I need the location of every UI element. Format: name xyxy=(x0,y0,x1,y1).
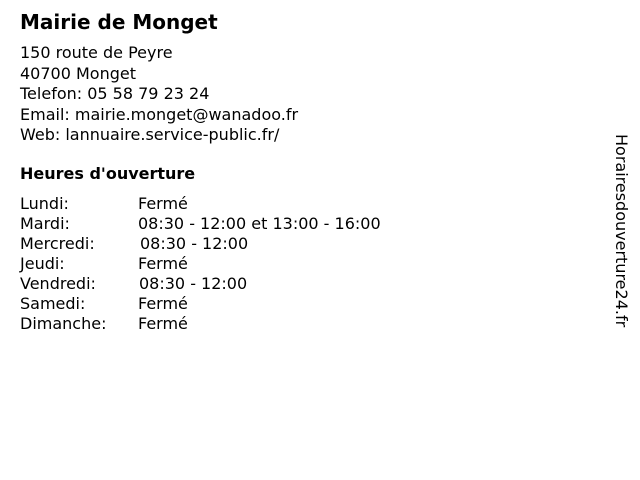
address-web: Web: lannuaire.service-public.fr/ xyxy=(20,125,280,144)
hours-time: 08:30 - 12:00 xyxy=(140,234,249,253)
address-city: 40700 Monget xyxy=(20,63,136,83)
hours-day: Dimanche: xyxy=(20,314,107,333)
address-email: Email: mairie.monget@wanadoo.fr xyxy=(20,104,299,124)
watermark xyxy=(611,134,631,374)
hours-day: Mercredi: xyxy=(20,234,95,253)
page-title: Mairie de Monget xyxy=(20,10,218,34)
address-street: 150 route de Peyre xyxy=(20,43,173,62)
hours-time: 08:30 - 12:00 et 13:00 - 16:00 xyxy=(138,214,381,233)
hours-day: Lundi: xyxy=(20,194,69,213)
hours-day: Mardi: xyxy=(20,214,70,233)
watermark-text: Horairesdouverture24.fr xyxy=(612,134,631,328)
hours-day: Jeudi: xyxy=(20,254,65,273)
hours-heading: Heures d'ouverture xyxy=(20,164,196,183)
hours-time: Fermé xyxy=(138,294,188,313)
hours-time: Fermé xyxy=(138,194,188,213)
hours-time: Fermé xyxy=(138,314,188,333)
hours-day: Samedi: xyxy=(20,294,86,313)
address-phone: Telefon: 05 58 79 23 24 xyxy=(20,84,210,103)
hours-day: Vendredi: xyxy=(20,274,96,293)
hours-time: 08:30 - 12:00 xyxy=(139,274,248,293)
address-block xyxy=(20,43,298,146)
hours-time: Fermé xyxy=(138,254,188,273)
